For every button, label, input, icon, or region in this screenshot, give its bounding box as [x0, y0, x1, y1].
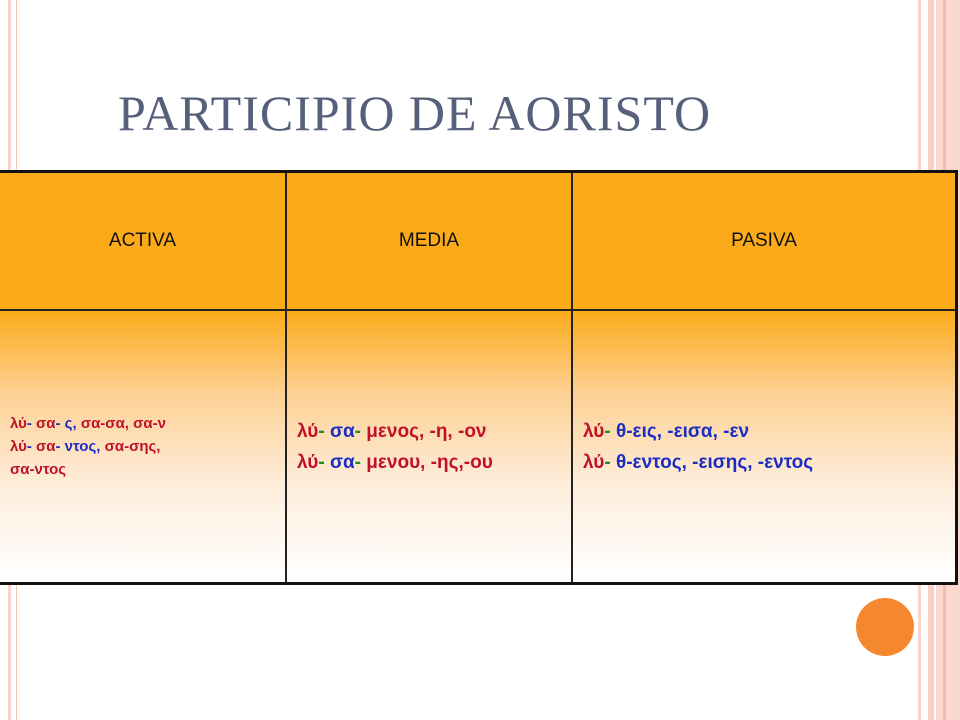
ending-text: μενου, -ης,-ου: [360, 451, 493, 473]
stem-text: λύ: [583, 420, 605, 442]
stem-text: λύ: [297, 451, 319, 473]
separator-text: -: [604, 451, 611, 473]
activa-line-1: [10, 412, 285, 435]
ending-text: ντος,: [60, 438, 105, 455]
header-activa: ACTIVA: [0, 173, 285, 311]
conjugation-table: [0, 170, 958, 585]
ending-text: σα-σης,: [104, 438, 161, 455]
cell-media: [285, 311, 571, 582]
separator-text: -: [354, 420, 361, 442]
suffix-text: σα: [31, 438, 56, 455]
cell-activa: [0, 311, 285, 582]
separator-text: -: [55, 438, 61, 455]
slide-title: PARTICIPIO DE AORISTO: [118, 85, 712, 141]
ending-text: μενος, -η, -ον: [360, 420, 487, 442]
separator-text: -: [26, 415, 32, 432]
separator-text: -: [318, 420, 325, 442]
activa-line-3: [10, 458, 285, 481]
ending-text: θ-εντος, -εισης, -εντος: [610, 451, 814, 473]
suffix-text: σα: [31, 415, 56, 432]
ending-text: θ-εις, -εισα, -εν: [610, 420, 750, 442]
suffix-text: σα: [324, 420, 355, 442]
ending-text: σα-ν: [133, 415, 166, 432]
separator-text: -: [26, 438, 32, 455]
stem-text: λύ: [297, 420, 319, 442]
cell-pasiva: [571, 311, 955, 582]
separator-text: -: [55, 415, 61, 432]
header-media: MEDIA: [285, 173, 571, 311]
separator-text: -: [318, 451, 325, 473]
header-pasiva: PASIVA: [571, 173, 955, 311]
ending-text: ς,: [60, 415, 81, 432]
decorative-circle: [856, 598, 914, 656]
pasiva-line-2: [583, 447, 955, 478]
separator-text: -: [354, 451, 361, 473]
suffix-text: σα: [324, 451, 355, 473]
ending-text: σα-ντος: [10, 461, 67, 478]
stem-text: λύ: [10, 438, 27, 455]
pasiva-line-1: [583, 416, 955, 447]
activa-line-2: [10, 435, 285, 458]
stem-text: λύ: [10, 415, 27, 432]
separator-text: -: [604, 420, 611, 442]
stem-text: λύ: [583, 451, 605, 473]
media-line-2: [297, 447, 571, 478]
media-line-1: [297, 416, 571, 447]
ending-text: σα-σα,: [80, 415, 134, 432]
